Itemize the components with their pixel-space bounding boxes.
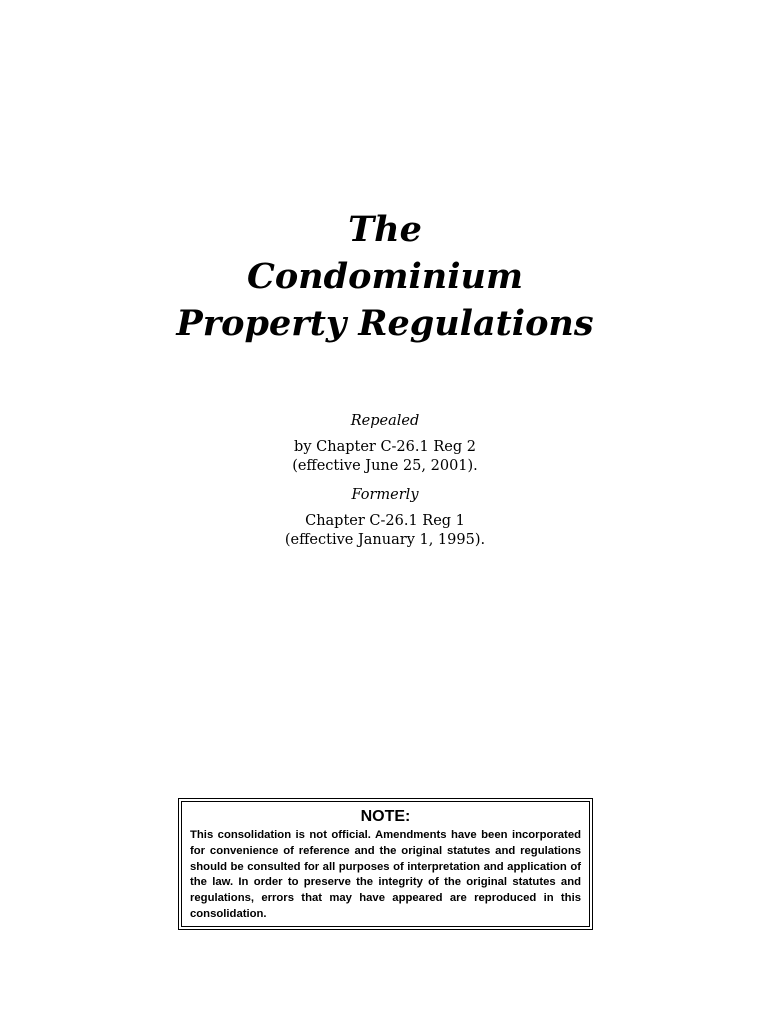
title-line-2: Condominium	[246, 256, 524, 297]
note-inner-frame	[181, 801, 590, 927]
repealed-by-text: by Chapter C-26.1 Reg 2	[294, 439, 476, 455]
note-heading: NOTE:	[360, 808, 411, 825]
status-section	[0, 410, 770, 550]
note-text: This consolidation is not official. Amendments have been incorporated for convenience of reference and the original statutes and regulations should be consulted for all purposes of interpretation and application of the law. In order to preserve the integrity of the original statutes and regulations, errors that may have appeared are reproduced in this consolidation.	[190, 829, 581, 920]
title-line-1: The	[348, 209, 422, 250]
document-title	[0, 206, 770, 347]
note-box	[178, 798, 593, 930]
formerly-effective-text: (effective January 1, 1995).	[284, 532, 486, 548]
formerly-chapter-text: Chapter C-26.1 Reg 1	[305, 513, 465, 529]
formerly-label: Formerly	[351, 487, 419, 503]
repealed-effective-text: (effective June 25, 2001).	[292, 458, 478, 474]
repealed-label: Repealed	[350, 413, 420, 429]
title-line-3: Property Regulations	[176, 303, 594, 344]
